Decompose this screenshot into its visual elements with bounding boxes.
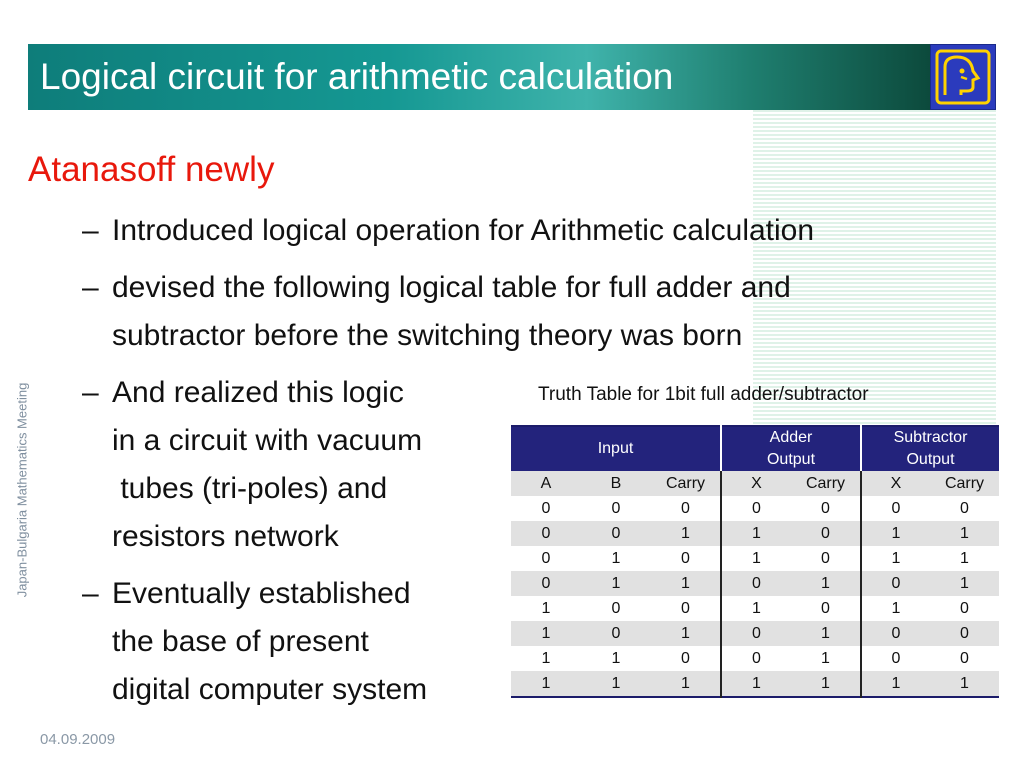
- table-cell: 0: [861, 571, 930, 596]
- table-cell: 1: [511, 646, 581, 671]
- table-cell: 1: [861, 521, 930, 546]
- table-cell: 1: [791, 621, 861, 646]
- bullet-dash: –: [82, 214, 99, 247]
- table-cell: 0: [581, 496, 651, 521]
- bullet-line: resistors network: [112, 520, 339, 553]
- table-cell: 1: [651, 521, 721, 546]
- table-cell: 1: [791, 671, 861, 697]
- table-cell: 1: [721, 596, 791, 621]
- table-cell: 0: [861, 646, 930, 671]
- table-row: [511, 671, 999, 697]
- bullet-line: subtractor before the switching theory was born: [112, 319, 743, 352]
- table-cell: 1: [721, 546, 791, 571]
- table-cell: 0: [511, 571, 581, 596]
- column-header: Carry: [791, 471, 861, 496]
- table-cell: 1: [651, 671, 721, 697]
- table-cell: 1: [930, 671, 999, 697]
- table-group-header-row: [511, 426, 999, 471]
- table-cell: 0: [791, 496, 861, 521]
- bullet-line: devised the following logical table for full adder and: [112, 271, 791, 304]
- bullet-line: digital computer system: [112, 673, 428, 706]
- table-cell: 0: [581, 521, 651, 546]
- table-cell: 0: [511, 496, 581, 521]
- column-header: X: [721, 471, 791, 496]
- main-heading: Atanasoff newly: [28, 150, 275, 189]
- table-cell: 0: [721, 496, 791, 521]
- header-adder-output: Adder Output: [721, 426, 861, 471]
- table-cell: 0: [581, 596, 651, 621]
- table-cell: 0: [861, 621, 930, 646]
- table-cell: 1: [511, 621, 581, 646]
- table-cell: 0: [721, 646, 791, 671]
- table-cell: 0: [651, 496, 721, 521]
- table-cell: 0: [791, 521, 861, 546]
- table-cell: 0: [651, 646, 721, 671]
- bullet-dash: –: [82, 577, 99, 610]
- table-cell: 1: [581, 671, 651, 697]
- table-row: [511, 546, 999, 571]
- table-cell: 0: [721, 571, 791, 596]
- table-cell: 0: [511, 546, 581, 571]
- table-caption: Truth Table for 1bit full adder/subtractor: [538, 384, 869, 405]
- bullet-line: in a circuit with vacuum: [112, 424, 423, 457]
- table-row: [511, 571, 999, 596]
- bullet-line: tubes (tri-poles) and: [112, 472, 388, 505]
- table-row: [511, 521, 999, 546]
- table-cell: 0: [930, 596, 999, 621]
- column-header: A: [511, 471, 581, 496]
- table-cell: 1: [581, 571, 651, 596]
- bullet-line: And realized this logic: [112, 376, 404, 409]
- table-cell: 0: [651, 596, 721, 621]
- bullet-line: Introduced logical operation for Arithmetic calculation: [112, 214, 815, 247]
- table-cell: 0: [930, 496, 999, 521]
- table-cell: 0: [721, 621, 791, 646]
- table-cell: 1: [930, 571, 999, 596]
- table-cell: 1: [861, 671, 930, 697]
- header-input: Input: [511, 426, 721, 471]
- table-cell: 1: [861, 596, 930, 621]
- column-header: Carry: [651, 471, 721, 496]
- table-cell: 0: [930, 621, 999, 646]
- header-subtractor-output: Subtractor Output: [861, 426, 999, 471]
- table-row: [511, 646, 999, 671]
- table-cell: 0: [791, 546, 861, 571]
- table-cell: 0: [930, 646, 999, 671]
- table-cell: 1: [721, 671, 791, 697]
- slide-title: Logical circuit for arithmetic calculation: [40, 56, 674, 97]
- table-cell: 0: [581, 621, 651, 646]
- bullet-line: Eventually established: [112, 577, 411, 610]
- table-cell: 1: [721, 521, 791, 546]
- table-cell: 1: [511, 671, 581, 697]
- table-column-header-row: [511, 471, 999, 496]
- table-cell: 1: [581, 546, 651, 571]
- table-cell: 0: [651, 546, 721, 571]
- footer-date: 04.09.2009: [40, 731, 116, 748]
- table-cell: 1: [651, 621, 721, 646]
- table-cell: 1: [930, 521, 999, 546]
- vertical-side-label: Japan-Bulgaria Mathematics Meeting: [14, 382, 30, 598]
- table-cell: 1: [581, 646, 651, 671]
- face-profile-logo-icon: [930, 44, 996, 110]
- table-cell: 1: [511, 596, 581, 621]
- table-row: [511, 621, 999, 646]
- bullet-line: the base of present: [112, 625, 369, 658]
- table-cell: 0: [861, 496, 930, 521]
- table-row: [511, 496, 999, 521]
- column-header: X: [861, 471, 930, 496]
- bullet-dash: –: [82, 271, 99, 304]
- table-cell: 0: [791, 596, 861, 621]
- truth-table: [511, 425, 999, 698]
- table-cell: 1: [651, 571, 721, 596]
- column-header: Carry: [930, 471, 999, 496]
- table-cell: 1: [791, 571, 861, 596]
- table-cell: 1: [930, 546, 999, 571]
- table-row: [511, 596, 999, 621]
- column-header: B: [581, 471, 651, 496]
- table-cell: 0: [511, 521, 581, 546]
- table-cell: 1: [861, 546, 930, 571]
- bullet-dash: –: [82, 376, 99, 409]
- table-cell: 1: [791, 646, 861, 671]
